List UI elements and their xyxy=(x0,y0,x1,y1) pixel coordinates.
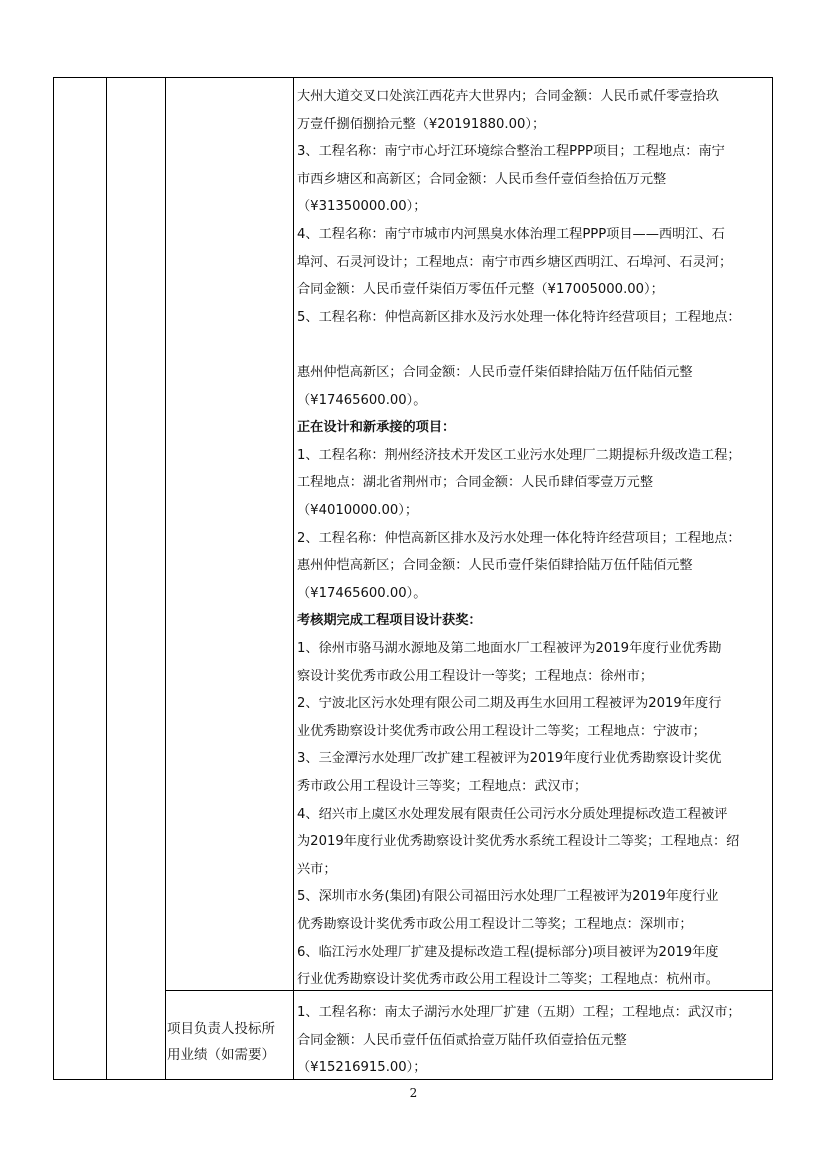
text-line: 2、工程名称：仲恺高新区排水及污水处理一体化特许经营项目；工程地点： xyxy=(297,530,741,546)
text-line: 5、深圳市水务(集团)有限公司福田污水处理厂工程被评为2019年度行业 xyxy=(297,889,719,905)
text-line: 为2019年度行业优秀勘察设计奖优秀水系统工程设计二等奖；工程地点：绍 xyxy=(297,834,740,850)
text-line: 6、临江污水处理厂扩建及提标改造工程(提标部分)项目被评为2019年度 xyxy=(297,944,719,960)
column-divider-3 xyxy=(293,78,294,1079)
text-line: （¥17465600.00）。 xyxy=(297,585,427,601)
manager-performance-label-line2: 用业绩（如需要） xyxy=(167,1047,275,1063)
text-line: 3、三金潭污水处理厂改扩建工程被评为2019年度行业优秀勘察设计奖优 xyxy=(297,751,722,767)
text-line: （¥15216915.00）； xyxy=(297,1060,427,1076)
text-line: 合同金额：人民币壹仟柒佰万零伍仟元整（¥17005000.00）； xyxy=(297,282,664,298)
text-line: 1、徐州市骆马湖水源地及第二地面水厂工程被评为2019年度行业优秀勘 xyxy=(297,641,722,656)
text-line: 合同金额：人民币壹仟伍佰贰拾壹万陆仟玖佰壹拾伍元整 xyxy=(297,1032,627,1048)
text-line: 市西乡塘区和高新区；合同金额：人民币叁仟壹佰叁拾伍万元整 xyxy=(297,171,667,187)
text-line: 大州大道交叉口处滨江西花卉大世界内；合同金额：人民币贰仟零壹拾玖 xyxy=(297,89,719,104)
text-line: 秀市政公用工程设计三等奖；工程地点：武汉市； xyxy=(297,779,588,794)
manager-performance-label-line1: 项目负责人投标所 xyxy=(167,1021,275,1037)
text-line: 4、工程名称：南宁市城市内河黑臭水体治理工程PPP项目——西明江、石 xyxy=(297,227,725,242)
text-line: 察设计奖优秀市政公用工程设计一等奖；工程地点：徐州市； xyxy=(297,668,654,684)
text-line: （¥4010000.00）； xyxy=(297,503,419,518)
text-line: 万壹仟捌佰捌拾元整（¥20191880.00）； xyxy=(297,116,546,132)
text-line: 优秀勘察设计奖优秀市政公用工程设计二等奖；工程地点：深圳市； xyxy=(297,917,693,932)
page-number: 2 xyxy=(409,1086,418,1100)
text-line: 行业优秀勘察设计奖优秀市政公用工程设计二等奖；工程地点：杭州市。 xyxy=(297,972,719,988)
row-divider xyxy=(165,990,772,991)
text-line: 考核期完成工程项目设计获奖： xyxy=(297,613,482,629)
text-line: 埠河、石灵河设计；工程地点：南宁市西乡塘区西明江、石埠河、石灵河； xyxy=(297,254,733,270)
text-line: 4、绍兴市上虞区水处理发展有限责任公司污水分质处理提标改造工程被评 xyxy=(297,806,728,822)
text-line: 兴市； xyxy=(297,861,337,877)
text-line: 5、工程名称：仲恺高新区排水及污水处理一体化特许经营项目；工程地点： xyxy=(297,309,741,325)
text-line: 正在设计和新承接的项目： xyxy=(297,420,456,436)
column-divider-2 xyxy=(165,78,166,1079)
text-line: 1、工程名称：荆州经济技术开发区工业污水处理厂二期提标升级改造工程； xyxy=(297,447,741,463)
text-line: 工程地点：湖北省荆州市；合同金额：人民币肆佰零壹万元整 xyxy=(297,475,654,491)
text-line: （¥17465600.00）。 xyxy=(297,392,427,408)
text-line: 2、宁波北区污水处理有限公司二期及再生水回用工程被评为2019年度行 xyxy=(297,696,722,712)
text-line: 惠州仲恺高新区；合同金额：人民币壹仟柒佰肆拾陆万伍仟陆佰元整 xyxy=(297,365,693,380)
text-line: （¥31350000.00）； xyxy=(297,199,427,215)
column-divider-1 xyxy=(106,78,107,1079)
text-line: 业优秀勘察设计奖优秀市政公用工程设计二等奖；工程地点：宁波市； xyxy=(297,723,706,739)
text-line: 惠州仲恺高新区；合同金额：人民币壹仟柒佰肆拾陆万伍仟陆佰元整 xyxy=(297,558,693,574)
text-line: 1、工程名称：南太子湖污水处理厂扩建（五期）工程；工程地点：武汉市； xyxy=(297,1005,741,1020)
text-line: 3、工程名称：南宁市心圩江环境综合整治工程PPP项目；工程地点：南宁 xyxy=(297,144,725,160)
